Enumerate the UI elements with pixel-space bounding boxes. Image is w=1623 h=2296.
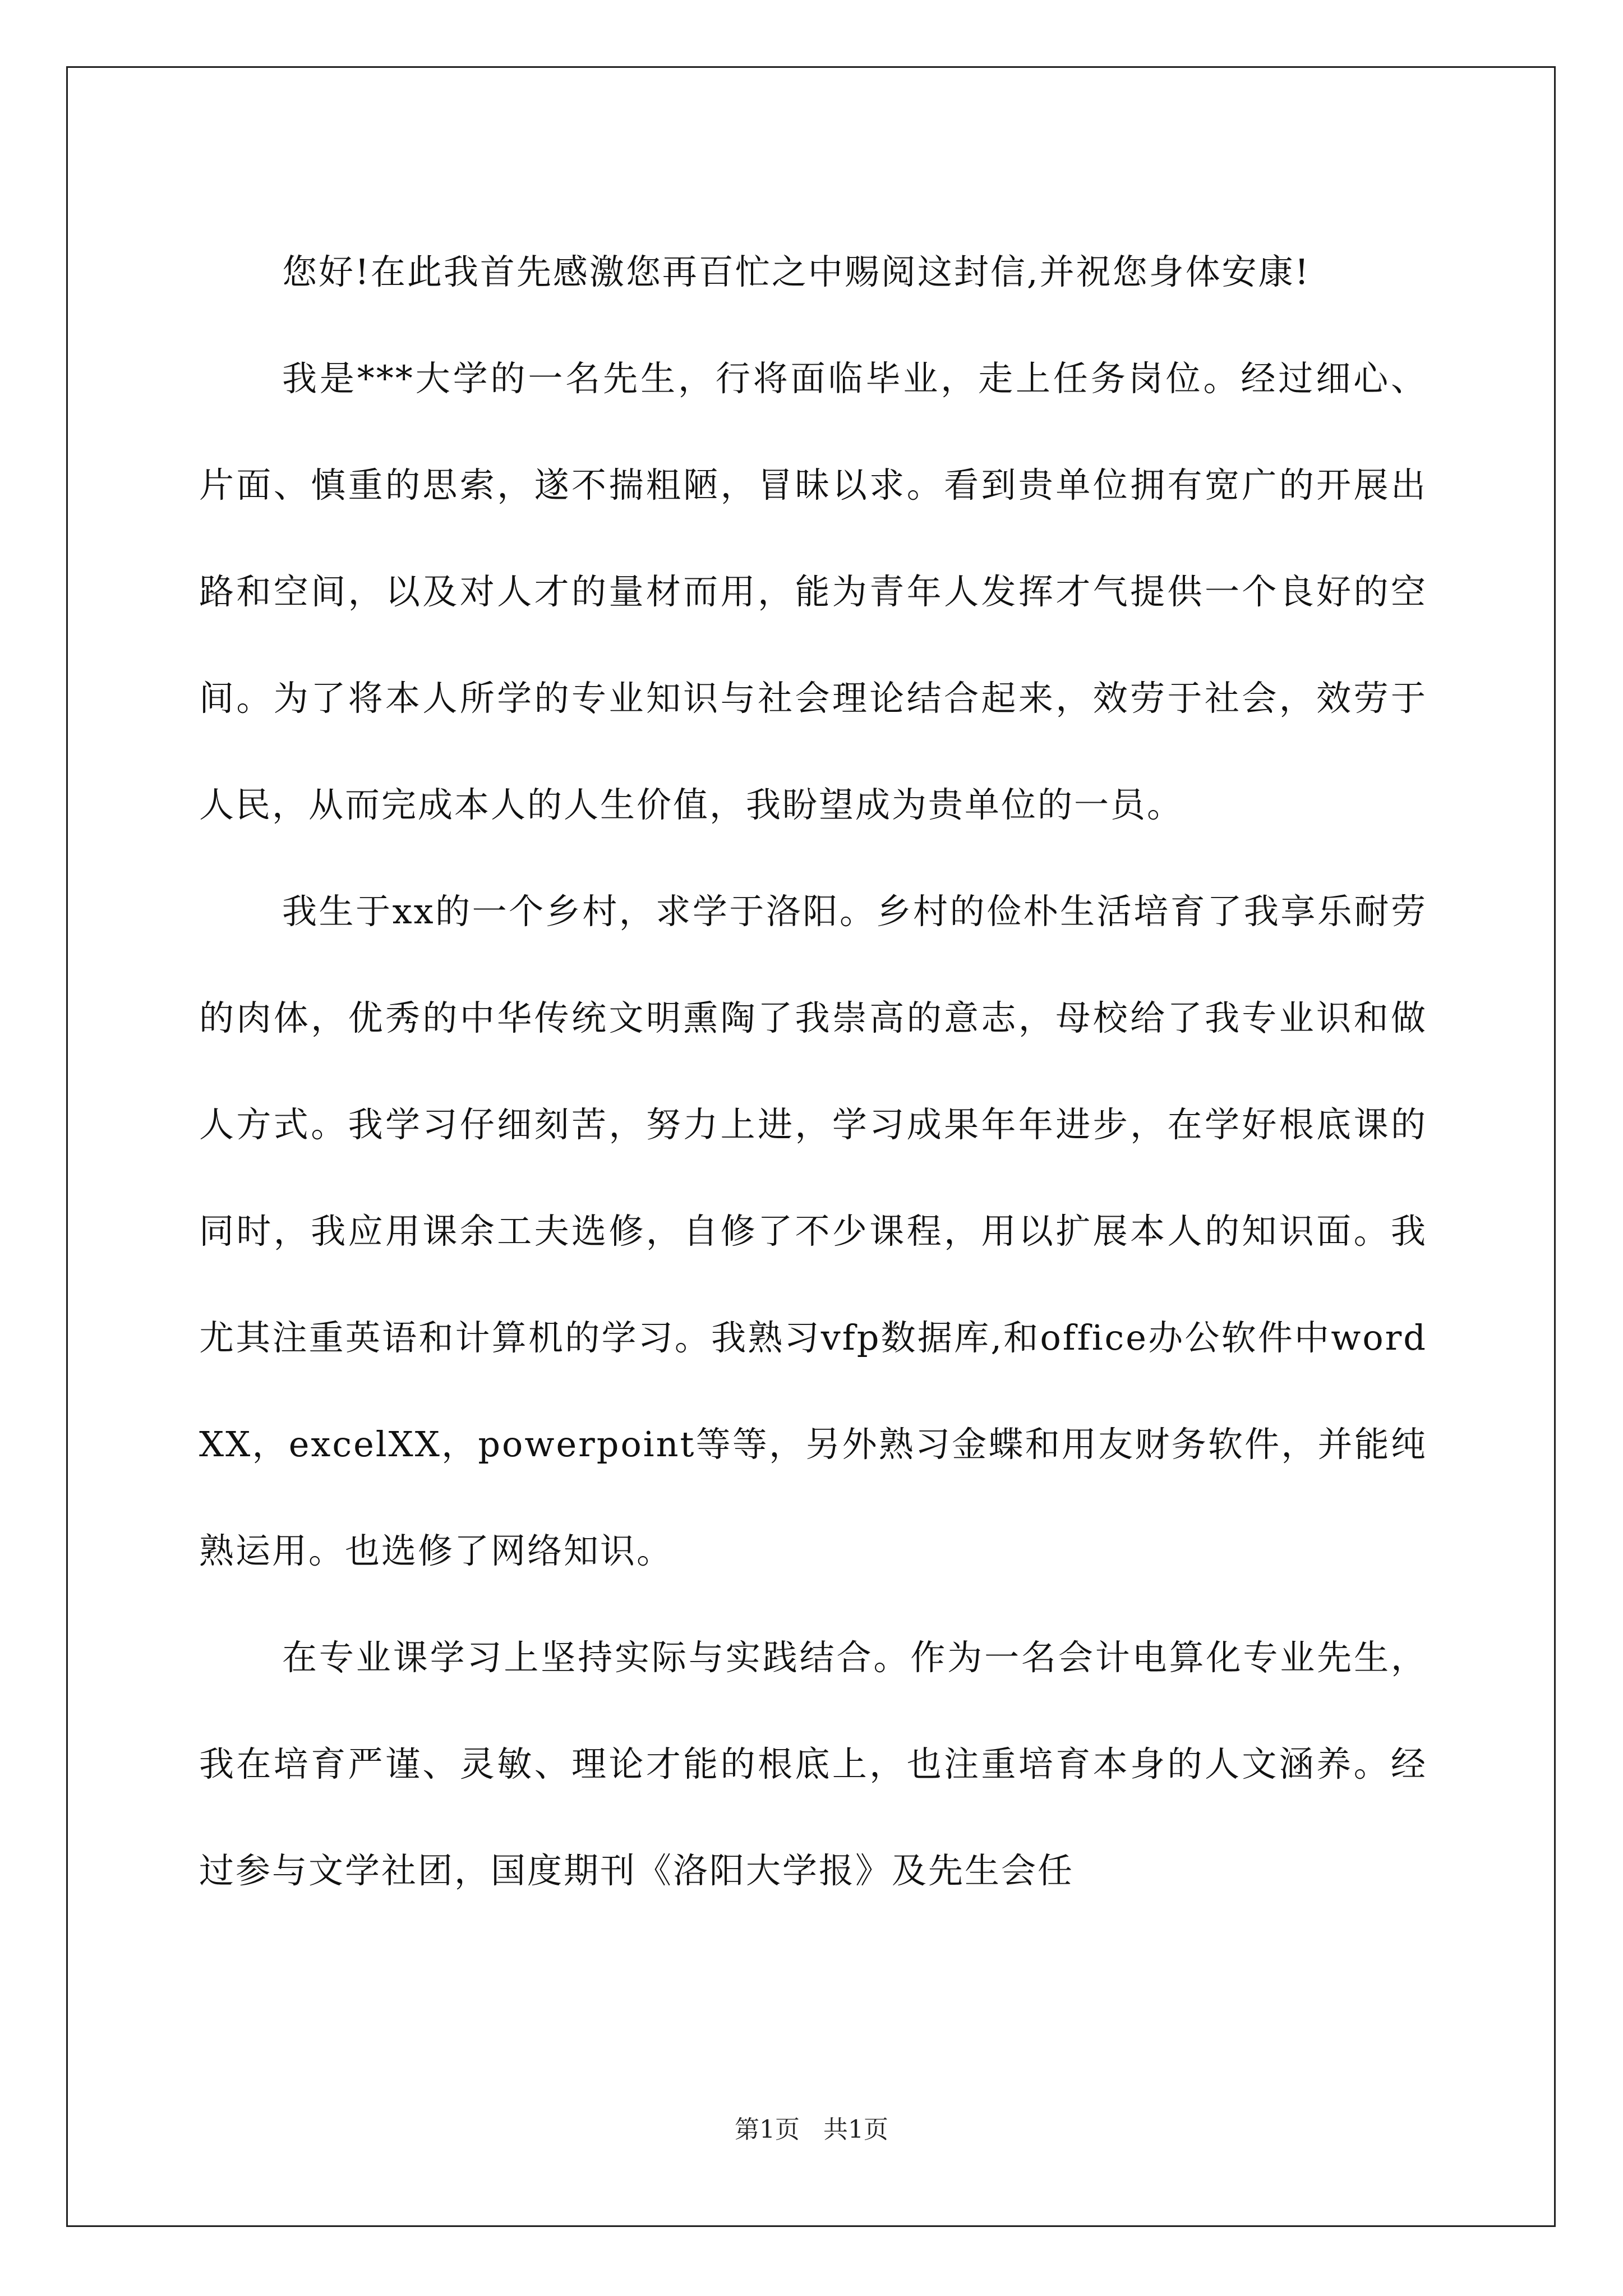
paragraph-greeting: 您好!在此我首先感激您再百忙之中赐阅这封信,并祝您身体安康! (282, 251, 1311, 292)
paragraph-background: 我生于xx的一个乡村，求学于洛阳。乡村的俭朴生活培育了我享乐耐劳的肉体，优秀的中华传统文明熏陶了我崇高的意志，母校给了我专业识和做人方式。我学习仔细刻苦，努力上进，学习成果年年进步，在学好根底课的同时，我应用课余工夫选修，自修了不少课程，用以扩展本人的知识面。我尤其注重英语和计算机的学习。我熟习vfp数据库,和office办公软件中wordXX，excelXX，powerpoint等等，另外熟习金蝶和用友财务软件，并能纯熟运用。也选修了网络知识。 (199, 891, 1427, 1571)
paragraph-studies: 在专业课学习上坚持实际与实践结合。作为一名会计电算化专业先生，我在培育严谨、灵敏、理论才能的根底上，也注重培育本身的人文涵养。经过参与文学社团，国度期刊《洛阳大学报》及先生会任 (199, 1637, 1427, 1891)
paragraph-introduction: 我是***大学的一名先生，行将面临毕业，走上任务岗位。经过细心、片面、慎重的思索，遂不揣粗陋，冒昧以求。看到贵单位拥有宽广的开展出路和空间，以及对人才的量材而用，能为青年人发挥才气提供一个良好的空间。为了将本人所学的专业知识与社会理论结合起来，效劳于社会，效劳于人民，从而完成本人的人生价值，我盼望成为贵单位的一员。 (199, 358, 1427, 825)
letter-body (199, 219, 1427, 1924)
page-footer: 第1页 共1页 (735, 2115, 888, 2144)
